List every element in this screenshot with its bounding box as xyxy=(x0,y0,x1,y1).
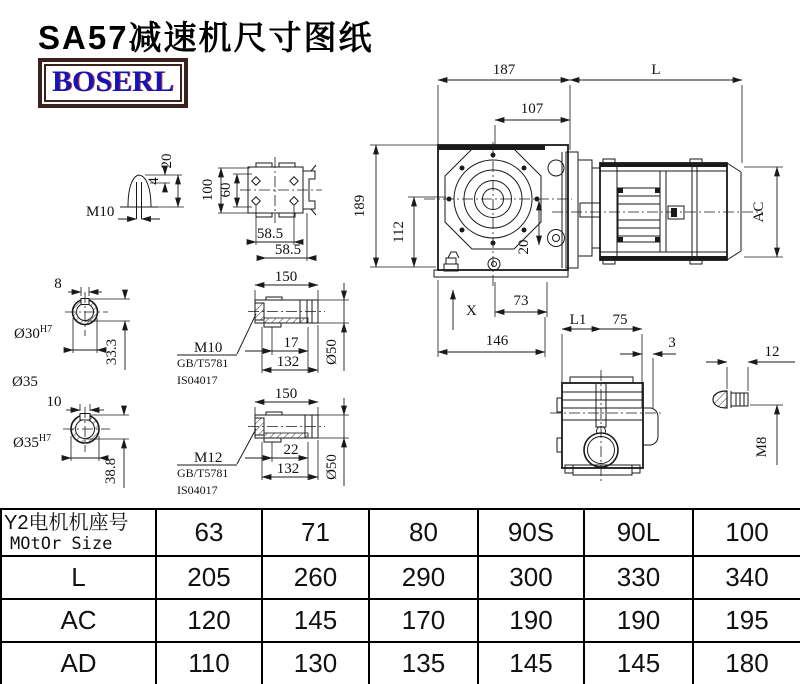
table-cell: 190 xyxy=(478,599,584,642)
flange-top-view xyxy=(200,157,322,261)
dim-107: 107 xyxy=(520,101,544,117)
shaft-dia-note: Ø35 xyxy=(12,374,38,390)
table-row xyxy=(1,642,800,684)
dim-73: 73 xyxy=(513,293,529,309)
dim-3: 3 xyxy=(668,335,676,351)
column-header: 71 xyxy=(262,509,369,556)
dim-flange-100: 100 xyxy=(200,178,216,202)
dim-187: 187 xyxy=(492,62,516,78)
column-header: 80 xyxy=(369,509,478,556)
dim-plug-20: 20 xyxy=(159,153,175,169)
column-header: 100 xyxy=(693,509,800,556)
table-cell: 130 xyxy=(262,642,369,684)
plug-view xyxy=(86,154,184,221)
shaft1-std1: GB/T5781 xyxy=(177,356,229,370)
dim-key-10: 10 xyxy=(46,394,62,410)
bore-label-30H7: $Ø30^{H7}$ xyxy=(14,324,53,342)
dim-shaft2-150: 150 xyxy=(274,386,298,402)
bore-section-30 xyxy=(14,276,130,370)
row-label: AD xyxy=(1,642,156,684)
side-view xyxy=(550,312,676,482)
shaft1-thread-label: M10 xyxy=(194,340,223,356)
bore-section-35 xyxy=(13,394,129,488)
table-cell: 195 xyxy=(693,599,800,642)
dim-L: L xyxy=(651,62,661,78)
dim-shaft1-150: 150 xyxy=(274,269,298,285)
column-header: 63 xyxy=(156,509,262,556)
table-row xyxy=(1,556,800,599)
column-header: 90S xyxy=(478,509,584,556)
bore-label-35H7: $Ø35^{H7}$ xyxy=(13,433,52,451)
table-cell: 180 xyxy=(693,642,800,684)
dim-112: 112 xyxy=(391,221,407,243)
dim-flange-585b: 58.5 xyxy=(274,242,302,258)
dim-AC: AC xyxy=(751,201,767,223)
dim-333: 33.3 xyxy=(104,338,120,366)
motor-size-table xyxy=(0,508,800,684)
table-cell: 205 xyxy=(156,556,262,599)
dim-key-8: 8 xyxy=(54,276,62,292)
shaft-drawing-2 xyxy=(177,386,349,497)
table-cell: 145 xyxy=(478,642,584,684)
column-header: 90L xyxy=(584,509,693,556)
brand-logo-text: BOSERL xyxy=(52,65,174,98)
dim-flange-60: 60 xyxy=(218,182,234,198)
table-cell: 290 xyxy=(369,556,478,599)
dim-75: 75 xyxy=(612,312,628,328)
dim-M8: M8 xyxy=(754,436,770,458)
row-label: L xyxy=(1,556,156,599)
motor-size-label-en: MOtOr Size xyxy=(10,533,113,554)
dim-146: 146 xyxy=(485,333,509,349)
dim-plug-4: 4 xyxy=(146,177,162,185)
table-row xyxy=(1,599,800,642)
dim-X: X xyxy=(466,303,477,319)
table-cell: 145 xyxy=(584,642,693,684)
table-cell: 190 xyxy=(584,599,693,642)
dim-shaft1-dia: Ø50 xyxy=(324,339,340,365)
dim-shaft2-dia: Ø50 xyxy=(324,454,340,480)
table-cell: 330 xyxy=(584,556,693,599)
table-cell: 135 xyxy=(369,642,478,684)
table-header-cell xyxy=(1,509,156,556)
dim-189: 189 xyxy=(352,194,368,218)
main-assembly-view xyxy=(352,62,783,357)
table-cell: 340 xyxy=(693,556,800,599)
dim-shaft1-132: 132 xyxy=(276,354,300,370)
row-label: AC xyxy=(1,599,156,642)
bolt-view xyxy=(706,344,795,465)
dim-L1: L1 xyxy=(569,312,587,328)
table-cell: 260 xyxy=(262,556,369,599)
shaft2-std1: GB/T5781 xyxy=(177,466,229,480)
dim-shaft1-17: 17 xyxy=(283,335,299,351)
dim-388: 38.8 xyxy=(103,457,119,485)
shaft-drawing-1 xyxy=(177,269,349,387)
table-cell: 300 xyxy=(478,556,584,599)
table-cell: 170 xyxy=(369,599,478,642)
motor-size-label-cn: Y2电机机座号 xyxy=(4,511,129,534)
table-cell: 120 xyxy=(156,599,262,642)
shaft2-std2: IS04017 xyxy=(177,483,218,497)
page-title: SA57减速机尺寸图纸 xyxy=(38,19,374,56)
dim-plug-thread: M10 xyxy=(86,204,115,220)
dim-12: 12 xyxy=(764,344,780,360)
table-header-row xyxy=(1,509,800,556)
table-cell: 145 xyxy=(262,599,369,642)
dim-20: 20 xyxy=(516,239,532,255)
table-cell: 110 xyxy=(156,642,262,684)
dim-shaft2-132: 132 xyxy=(276,461,300,477)
shaft1-std2: IS04017 xyxy=(177,373,218,387)
shaft2-thread-label: M12 xyxy=(194,450,223,466)
dim-shaft2-22: 22 xyxy=(283,442,299,458)
dim-flange-585a: 58.5 xyxy=(256,226,284,242)
